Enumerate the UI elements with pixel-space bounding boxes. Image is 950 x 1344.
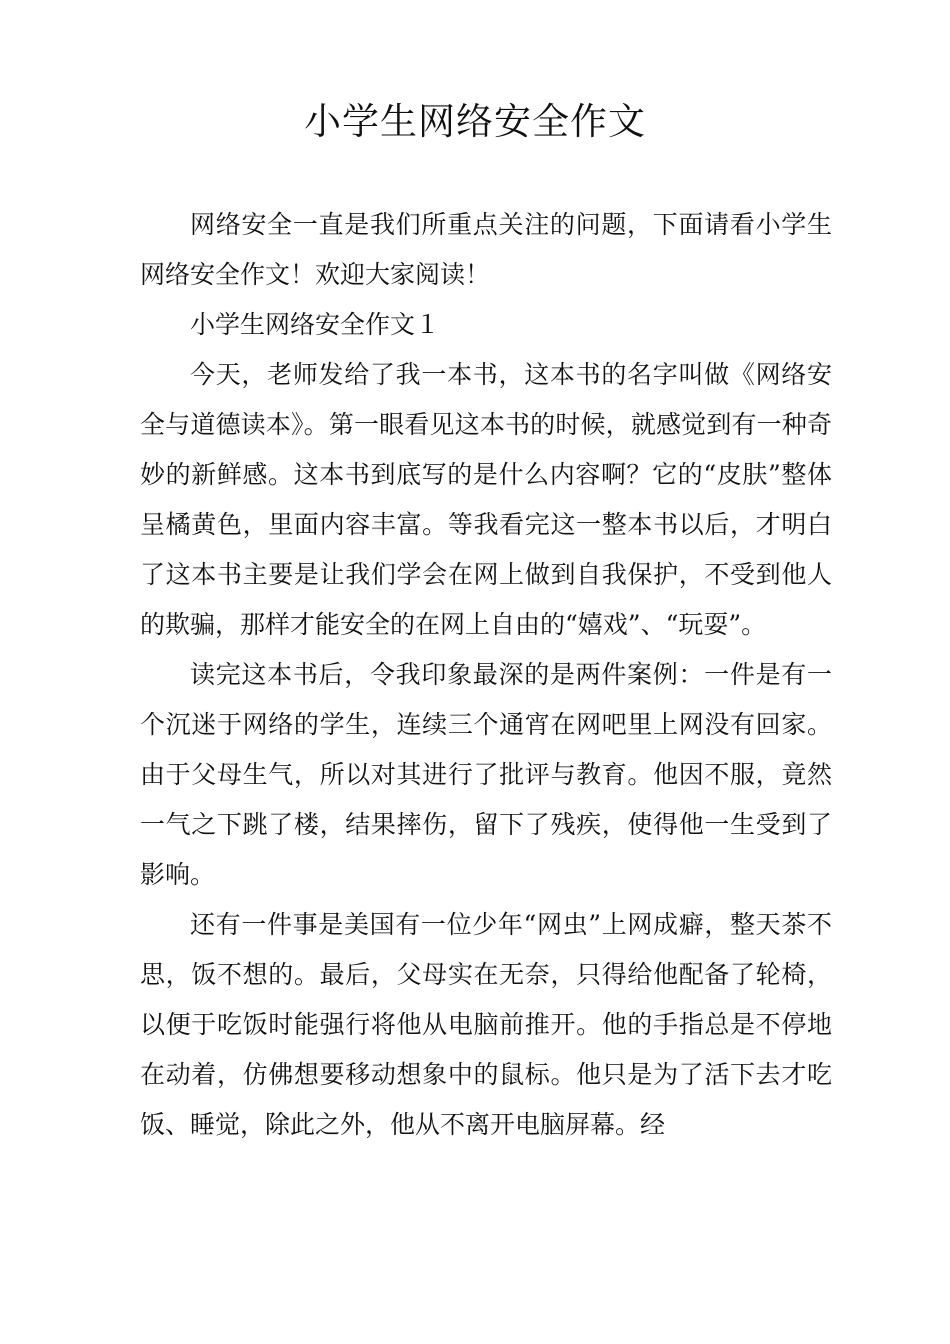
body-paragraph-1: 今天，老师发给了我一本书，这本书的名字叫做《网络安全与道德读本》。第一眼看见这本书的时候，就感觉到有一种奇妙的新鲜感。这本书到底写的是什么内容啊？它的“皮肤”整体呈橘黄色，里面内容丰富。等我看完这一整本书以后，才明白了这本书主要是让我们学会在网上做到自我保护，不受到他人的欺骗，那样才能安全的在网上自由的“嬉戏”、“玩耍”。: [140, 360, 832, 639]
document-body: [140, 200, 832, 1150]
section-heading: 小学生网络安全作文１: [190, 310, 441, 339]
body-paragraph-2: 读完这本书后，令我印象最深的是两件案例：一件是有一个沉迷于网络的学生，连续三个通宵在网吧里上网没有回家。由于父母生气，所以对其进行了批评与教育。他因不服，竟然一气之下跳了楼，结果摔伤，留下了残疾，使得他一生受到了影响。: [140, 660, 832, 889]
intro-paragraph: 网络安全一直是我们所重点关注的问题，下面请看小学生网络安全作文！欢迎大家阅读！: [140, 210, 832, 289]
body-paragraph-3: 还有一件事是美国有一位少年“网虫”上网成癖，整天茶不思，饭不想的。最后，父母实在无奈，只得给他配备了轮椅，以便于吃饭时能强行将他从电脑前推开。他的手指总是不停地在动着，仿佛想要移动想象中的鼠标。他只是为了活下去才吃饭、睡觉，除此之外，他从不离开电脑屏幕。经: [140, 910, 832, 1139]
document-title: 小学生网络安全作文: [304, 100, 646, 143]
